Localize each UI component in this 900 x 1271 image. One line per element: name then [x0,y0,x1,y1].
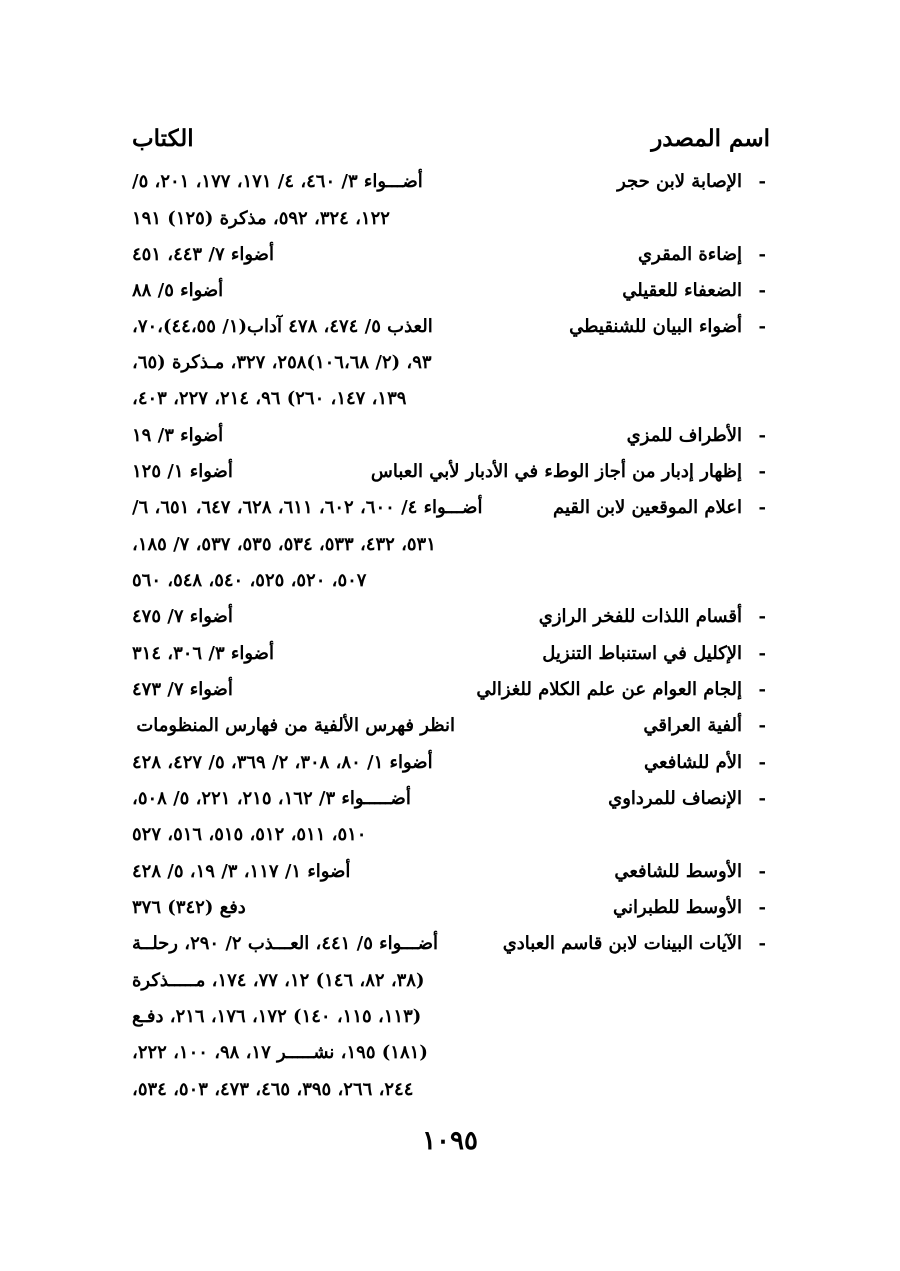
entry-reference: ٩٣، (٢/ ١٠٦،٦٨)٢٥٨، ٣٢٧، مـذكرة (٦٥، [132,352,432,373]
entry-dash: - [758,897,766,918]
entry-reference: (١١٣، ١١٥، ١٤٠) ١٧٢، ١٧٦، ٢١٦، دفـع [132,1006,422,1027]
entry-line [0,639,900,669]
entry-line [0,893,900,923]
entry-line [0,1038,900,1068]
entry-dash: - [758,643,766,664]
entry-reference: (٣٨، ٨٢، ١٤٦) ١٢، ٧٧، ١٧٤، مـــــذكرة [132,970,425,991]
entry-title: الآيات البينات لابن قاسم العبادي [502,933,742,954]
entry-dash: - [758,752,766,773]
entry-dash: - [758,933,766,954]
entry-line [0,711,900,741]
entry-reference: دفع (٣٤٢) ٣٧٦ [132,897,246,918]
entry-line [0,929,900,959]
entry-line [0,566,900,596]
entry-reference: ١٢٢، ٣٢٤، ٥٩٢، مذكرة (١٢٥) ١٩١ [132,208,390,229]
entry-reference: أضواء ٣/ ٣٠٦، ٣١٤ [132,643,274,664]
entry-line [0,240,900,270]
entry-title: الأوسط للطبراني [613,897,742,918]
entry-line [0,966,900,996]
entry-reference: أضواء ٣/ ١٩ [132,425,224,446]
entry-dash: - [758,497,766,518]
entry-reference: ٥٠٧، ٥٢٠، ٥٢٥، ٥٤٠، ٥٤٨، ٥٦٠ [132,570,367,591]
entry-line [0,1002,900,1032]
entry-reference: انظر فهرس الألفية من فهارس المنظومات [136,715,455,736]
entry-reference: أضواء ٧/ ٤٧٣ [132,679,233,700]
header-book: الكتاب [132,125,194,152]
entry-reference: أضـــواء ٥/ ٤٤١، العـــذب ٢/ ٢٩٠، رحلــة [132,933,438,954]
entry-line [0,493,900,523]
entry-title: أقسام اللذات للفخر الرازي [538,606,742,627]
entry-line [0,748,900,778]
entry-line [0,384,900,414]
entry-line [0,276,900,306]
entry-reference: أضواء ٥/ ٨٨ [132,280,224,301]
entry-title: اعلام الموقعين لابن القيم [552,497,742,518]
entry-line [0,1075,900,1105]
entry-title: الأطراف للمزي [626,425,742,446]
entry-reference: أضواء ١/ ٨٠، ٣٠٨، ٢/ ٣٦٩، ٥/ ٤٢٧، ٤٢٨ [132,752,433,773]
entry-reference: ٥٣١، ٤٣٢، ٥٣٣، ٥٣٤، ٥٣٥، ٥٣٧، ٧/ ١٨٥، [132,534,436,555]
entry-line [0,857,900,887]
entry-reference: أضواء ٧/ ٤٧٥ [132,606,233,627]
entry-dash: - [758,788,766,809]
entry-dash: - [758,171,766,192]
entry-dash: - [758,715,766,736]
entry-dash: - [758,606,766,627]
entry-title: إضاءة المقري [638,244,742,265]
entry-title: الإصابة لابن حجر [617,171,742,192]
entry-line [0,602,900,632]
entry-title: الأم للشافعي [644,752,742,773]
page-number: ١٠٩٥ [422,1126,478,1156]
entry-line [0,312,900,342]
entry-dash: - [758,244,766,265]
entry-reference: أضـــواء ٣/ ٤٦٠، ٤/ ١٧١، ١٧٧، ٢٠١، ٥/ [132,171,423,192]
entry-reference: ٢٤٤، ٢٦٦، ٣٩٥، ٤٦٥، ٤٧٣، ٥٠٣، ٥٣٤، [132,1079,414,1100]
entry-dash: - [758,280,766,301]
entry-reference: أضـــــواء ٣/ ١٦٢، ٢١٥، ٢٢١، ٥/ ٥٠٨، [132,788,411,809]
entry-title: أضواء البيان للشنقيطي [569,316,742,337]
entry-title: الإنصاف للمرداوي [608,788,742,809]
entry-reference: ٥١٠، ٥١١، ٥١٢، ٥١٥، ٥١٦، ٥٢٧ [132,824,367,845]
entry-reference: (١٨١) ١٩٥، نشـــــر ١٧، ٩٨، ١٠٠، ٢٢٢، [132,1042,428,1063]
entry-line [0,421,900,451]
entry-line [0,204,900,234]
entry-reference: أضـــواء ٤/ ٦٠٠، ٦٠٢، ٦١١، ٦٢٨، ٦٤٧، ٦٥١، ٦/ [132,497,483,518]
entry-dash: - [758,679,766,700]
entry-title: الأوسط للشافعي [614,861,742,882]
entry-title: الإكليل في استنباط التنزيل [542,643,742,664]
entry-dash: - [758,861,766,882]
entry-reference: أضواء ١/ ١٢٥ [132,461,233,482]
entry-line [0,167,900,197]
entry-line [0,530,900,560]
entry-dash: - [758,425,766,446]
entry-line [0,784,900,814]
entry-title: إظهار إدبار من أجاز الوطء في الأدبار لأبي العباس [370,461,742,482]
entry-dash: - [758,461,766,482]
entry-line [0,820,900,850]
entry-title: ألفية العراقي [643,715,742,736]
entry-dash: - [758,316,766,337]
entry-line [0,457,900,487]
entry-reference: ١٣٩، ١٤٧، ٢٦٠) ٩٦، ٢١٤، ٢٢٧، ٤٠٣، [132,388,407,409]
entry-reference: أضواء ٧/ ٤٤٣، ٤٥١ [132,244,274,265]
entry-title: الضعفاء للعقيلي [622,280,742,301]
entry-reference: أضواء ١/ ١١٧، ٣/ ١٩، ٥/ ٤٢٨ [132,861,351,882]
entry-line [0,675,900,705]
header-source-name: اسم المصدر [651,125,770,152]
entry-line [0,348,900,378]
entry-title: إلجام العوام عن علم الكلام للغزالي [476,679,742,700]
entry-reference: العذب ٥/ ٤٧٤، ٤٧٨ آداب(١/ ٤٤،٥٥)،٧٠، [132,316,433,337]
